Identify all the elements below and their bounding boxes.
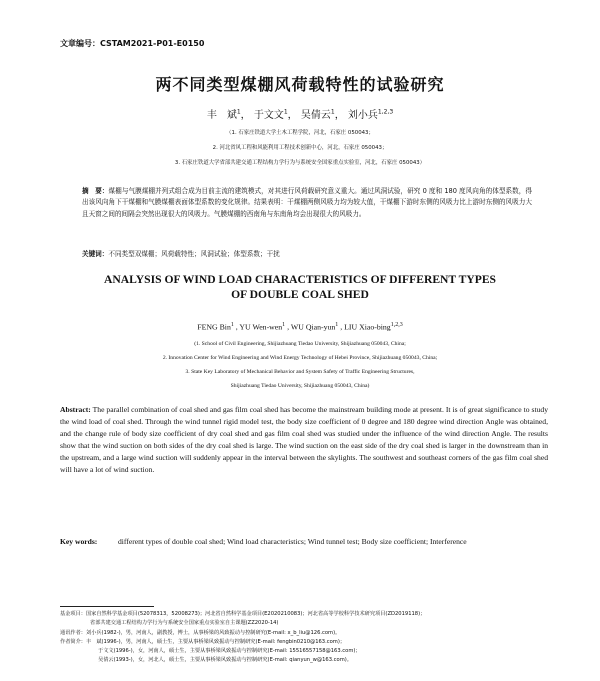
english-title-line: ANALYSIS OF WIND LOAD CHARACTERISTICS OF DIFFERENT TYPES xyxy=(103,273,497,286)
author-sup: 1 xyxy=(230,322,234,328)
footnote-line: 省部共建交通工程结构力学行为与系统安全国家重点实验室自主课题(ZZ2020-14) xyxy=(90,620,279,627)
footnote-line: 吴倩云(1993-)，女，河北人，硕士生，主要从事桥梁风致振动与控制研究(E-mail: qianyun_w@163.com)。 xyxy=(98,657,352,664)
author-sup: 1 xyxy=(282,322,286,328)
author-sup: 1 xyxy=(283,108,288,116)
chinese-keywords-label: 关键词： xyxy=(82,250,109,258)
author-name: LIU Xiao-bing xyxy=(344,322,391,332)
footnote-line: 于文文(1996-)，女，河南人，硕士生，主要从事桥梁风致振动与控制研究(E-mail: 15516557158@163.com)； xyxy=(98,648,361,655)
english-title-line: OF DOUBLE COAL SHED xyxy=(231,288,369,301)
chinese-keywords xyxy=(82,248,532,258)
footnote-line: 作者简介：丰 斌(1996-)，男，河南人，硕士生，主要从事桥梁风致振动与控制研究(E-mail: fengbin0210@163.com)； xyxy=(60,638,346,645)
author-name: 吴倩云 xyxy=(300,110,331,121)
author-sup: 1,2,3 xyxy=(377,108,394,116)
author-sup: 1,2,3 xyxy=(390,322,403,328)
english-keywords-text: different types of double coal shed; Wind load characteristics; Wind tunnel test; Body size coefficient; Interference xyxy=(118,537,467,546)
english-title xyxy=(40,272,560,302)
english-abstract-text: The parallel combination of coal shed and gas film coal shed has become the mainstream building mode at present. It is of great significance to study the wind load of coal shed. Through the wind tunnel rigid model test, the body size coefficient of 0 degree and 180 degree wind direction Angle was obtained, and the change rule of body size coefficient of dry coal shed and gas film coal shed was studied under the influence of the wind direction Angle. The results show that the wind suction on both sides of the dry coal shed is large. The wind suction on the east side of the dry coal shed is larger in the downstream than in the upstream, and a large wind suction will suddenly appear in the interval between the skylights. The southwest and southeast corners of the gas film coal shed will have a lot of wind suction. xyxy=(60,405,548,474)
chinese-abstract-label: 摘 要： xyxy=(82,187,109,195)
english-keywords-label: Key words: xyxy=(60,537,98,546)
english-abstract-label: Abstract: xyxy=(60,405,91,414)
author-name: 丰 斌 xyxy=(206,110,237,121)
chinese-affiliation: 3. 石家庄铁道大学省部共建交通工程结构力学行为与系统安全国家重点实验室，河北，石家庄 050043） xyxy=(174,160,426,166)
english-affiliation: 3. State Key Laboratory of Mechanical Behavior and System Safety of Traffic Engineering Structures, xyxy=(185,369,415,375)
footnote-line: 基金项目：国家自然科学基金项目(52078313，52008273)；河北省自然科学基金项目(E2020210083)；河北省高等学校科学技术研究项目(ZD2019118)； xyxy=(60,611,426,617)
chinese-abstract xyxy=(82,186,532,220)
author-sup: 1 xyxy=(335,322,339,328)
author-name: 刘小兵 xyxy=(347,110,378,121)
english-affiliation: Shijiazhuang Tiedao University, Shijiazhuang 050043, China) xyxy=(230,383,370,389)
footnote-divider xyxy=(60,606,154,607)
chinese-affiliation: （1. 石家庄铁道大学土木工程学院，河北，石家庄 050043； xyxy=(226,130,374,136)
article-number: 文章编号：CSTAM2021-P01-E0150 xyxy=(60,39,205,48)
author-name: YU Wen-wen xyxy=(239,322,283,332)
english-keywords xyxy=(60,536,548,548)
english-abstract xyxy=(60,404,548,475)
chinese-affiliation: 2. 河北省风工程和风能利用工程技术创新中心，河北，石家庄 050043； xyxy=(212,145,388,151)
chinese-title: 两不同类型煤棚风荷载特性的试验研究 xyxy=(155,75,445,94)
english-affiliation: (1. School of Civil Engineering, Shijiazhuang Tiedao University, Shijiazhuang 050043, China; xyxy=(194,341,406,347)
author-name: 于文文 xyxy=(253,110,284,121)
chinese-abstract-text: 煤棚与气膜煤棚并列式组合成为目前主流的建筑模式，对其进行风荷载研究意义重大。通过风洞试验，研究 0 度和 180 度风向角的体型系数，得出该风向角下干煤棚和气膜煤棚表面体型系数的变化规律。结果表明：干煤棚两侧风吸力均为较大值，干煤棚下游时东侧的风吸力比上游时东侧的风吸力大且天窗之间的间隔会突然出现很大的风吸力。气膜煤棚的西南角与东南角均会出现很大的风吸力。 xyxy=(82,187,532,218)
footnotes xyxy=(60,610,560,666)
chinese-authors: 丰 斌$^1$， 于文文$^1$， 吴倩云$^1$， 刘小兵$^{1,2,3}$ xyxy=(206,108,394,121)
english-affiliation: 2. Innovation Center for Wind Engineering and Wind Energy Technology of Hebei Province, Shijiazhuang 050043, China; xyxy=(162,355,438,361)
author-name: FENG Bin xyxy=(197,322,231,332)
footnote-line: 通讯作者：刘小兵(1982-)，男，河南人，副教授，博士，从事桥梁的风致振动与控制研究(E-mail: x_b_liu@126.com)。 xyxy=(60,629,341,636)
chinese-keywords-text: 不同类型双煤棚；风荷载特性；风洞试验；体型系数；干扰 xyxy=(108,250,280,258)
author-sup: 1 xyxy=(330,108,335,116)
author-sup: 1 xyxy=(236,108,241,116)
author-name: WU Qian-yun xyxy=(290,322,336,332)
english-authors: FENG Bin$^1$ , YU Wen-wen$^1$ , WU Qian-yun$^1$ , LIU Xiao-bing$^{1,2,3}$ xyxy=(197,322,403,332)
